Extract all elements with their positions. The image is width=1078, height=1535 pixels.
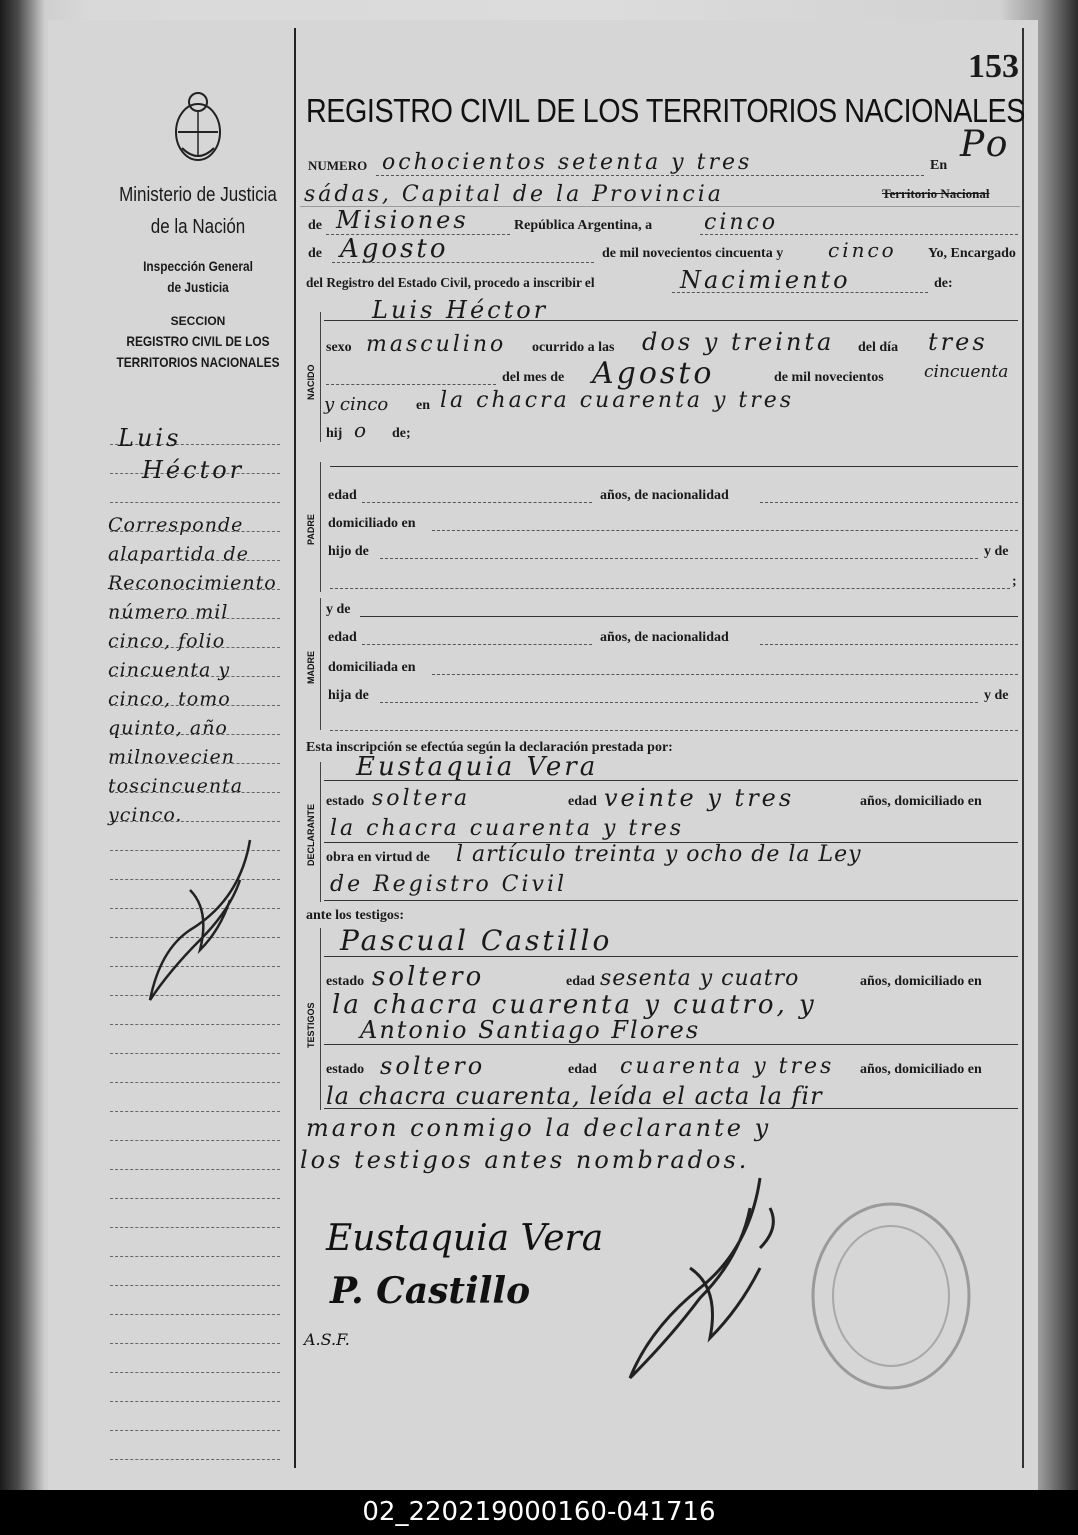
obra-value-1: l artículo treinta y ocho de la Ley: [456, 842, 862, 867]
margin-rule: [110, 1227, 280, 1228]
testigo1-nombre: Pascual Castillo: [340, 924, 613, 957]
en-label: En: [930, 158, 948, 173]
en-value-2: sádas, Capital de la Provincia: [304, 182, 724, 207]
image-id-footer: 02_220219000160-041716: [0, 1490, 1078, 1535]
margin-note-line: cinco, folio: [108, 630, 226, 652]
testigo2-domicilio-value: la chacra cuarenta, leída el acta la fir: [326, 1082, 823, 1110]
testigos-section-label: TESTIGOS: [306, 1002, 316, 1048]
declarante-nombre: Eustaquia Vera: [356, 752, 599, 782]
margin-rule: [110, 1343, 280, 1344]
margin-rule: [110, 1024, 280, 1025]
testigo1-estado-label: estado: [326, 974, 365, 989]
declarante-anios-label: años, domiciliado en: [860, 794, 982, 809]
testigo1-domicilio-value: la chacra cuarenta y cuatro, y: [332, 990, 817, 1020]
declarante-estado-label: estado: [326, 794, 365, 809]
section-line-2: REGISTRO CIVIL DE LOS: [126, 333, 270, 349]
dia-nacido-value: tres: [928, 328, 988, 356]
madre-edad-label: edad: [328, 630, 357, 645]
margin-rule: [110, 1256, 280, 1257]
testigo2-edad-value: cuarenta y tres: [620, 1054, 835, 1079]
margin-rule: [110, 1430, 280, 1431]
signature-declarante: Eustaquia Vera: [326, 1218, 604, 1259]
de-label: de: [308, 218, 322, 233]
madre-y-de2-label: y de: [984, 688, 1009, 703]
ocurrido-label: ocurrido a las: [532, 340, 615, 355]
territorio-label: Territorio Nacional: [882, 186, 990, 201]
right-border: [1022, 28, 1024, 1468]
margin-name-2: Héctor: [142, 456, 245, 484]
numero-label: NUMERO: [308, 158, 368, 173]
ministry-line-1: Ministerio de Justicia: [119, 184, 277, 206]
initials: A.S.F.: [304, 1330, 350, 1349]
registro-label: del Registro del Estado Civil, procedo a inscribir el: [306, 276, 595, 291]
padre-semicolon: ;: [1012, 574, 1017, 589]
closing-line-1: maron conmigo la declarante y: [306, 1114, 772, 1142]
margin-rule: [110, 1314, 280, 1315]
anio-nacido-value-1: cincuenta: [924, 362, 1009, 382]
inspection-line-1: Inspección General: [143, 258, 253, 274]
margin-note-line: milnovecien: [108, 746, 236, 768]
obra-label: obra en virtud de: [326, 850, 430, 865]
padre-anios-label: años, de nacionalidad: [600, 488, 729, 503]
sexo-value: masculino: [366, 332, 507, 357]
testigo2-anios-label: años, domiciliado en: [860, 1062, 982, 1077]
margin-note-line: quinto, año: [108, 717, 228, 739]
hijo-value: o: [354, 418, 370, 442]
padre-y-de-label: y de: [984, 544, 1009, 559]
margin-note-line: Corresponde: [108, 514, 244, 536]
margin-note-line: ycinco.: [108, 804, 183, 826]
testigos-label: ante los testigos:: [306, 908, 404, 923]
nacido-nombre: Luis Héctor: [372, 296, 549, 324]
page-title: REGISTRO CIVIL DE LOS TERRITORIOS NACIONALES: [306, 92, 1025, 129]
hora-value: dos y treinta: [642, 328, 835, 356]
republica-label: República Argentina, a: [514, 218, 653, 233]
declarante-edad-value: veinte y tres: [604, 784, 795, 812]
madre-y-de-label: y de: [326, 602, 351, 617]
margin-rule: [110, 1169, 280, 1170]
margin-rule: [110, 1459, 280, 1460]
de3-label: de:: [934, 276, 953, 291]
margin-rule: [110, 1372, 280, 1373]
margin-note-line: Reconocimiento: [108, 572, 277, 594]
margin-rule: [110, 1082, 280, 1083]
margin-rule: [110, 1198, 280, 1199]
padre-hijo-de-label: hijo de: [328, 544, 369, 559]
testigo2-estado-label: estado: [326, 1062, 365, 1077]
padre-label: PADRE: [306, 514, 316, 545]
de2-label: de: [308, 246, 322, 261]
hijo-label: hij: [326, 426, 343, 441]
margin-note-line: toscincuenta: [108, 775, 244, 797]
margin-note-line: alapartida de: [108, 543, 249, 565]
inspection-line-2: de Justicia: [167, 279, 229, 295]
margin-rule: [110, 1401, 280, 1402]
official-signature: [610, 1168, 810, 1388]
mes-value: Agosto: [340, 234, 449, 264]
testigo2-nombre: Antonio Santiago Flores: [360, 1016, 701, 1044]
del-dia-label: del día: [858, 340, 899, 355]
margin-signature: [130, 820, 280, 1020]
declarante-edad-label: edad: [568, 794, 597, 809]
hijo-de-label: de;: [392, 426, 411, 441]
margin-name-1: Luis: [118, 424, 182, 452]
margin-note-line: número mil: [108, 601, 229, 623]
anio-nacido-value-2: y cinco: [324, 394, 389, 415]
margin-rule: [110, 1285, 280, 1286]
numero-value: ochocientos setenta y tres: [382, 150, 753, 175]
madre-anios-label: años, de nacionalidad: [600, 630, 729, 645]
testigo2-estado-value: soltero: [380, 1052, 486, 1080]
obra-value-2: de Registro Civil: [330, 872, 568, 897]
declarante-domicilio-value: la chacra cuarenta y tres: [330, 816, 685, 841]
margin-note-line: cincuenta y: [108, 659, 231, 681]
mil-nacido-label: de mil novecientos: [774, 370, 884, 385]
madre-hija-de-label: hija de: [328, 688, 369, 703]
sexo-label: sexo: [326, 340, 352, 355]
madre-domiciliada-label: domiciliada en: [328, 660, 416, 675]
nacido-label: NACIDO: [306, 364, 316, 400]
declaracion-label: Esta inscripción se efectúa según la declaración prestada por:: [306, 740, 673, 755]
declarante-label: DECLARANTE: [306, 804, 316, 866]
margin-rule: [110, 1140, 280, 1141]
testigo1-anios-label: años, domiciliado en: [860, 974, 982, 989]
en-value-1: Po: [960, 124, 1011, 165]
mes-nacido-value: Agosto: [592, 356, 715, 391]
dia-value: cinco: [704, 210, 779, 235]
en-nacido-label: en: [416, 398, 430, 413]
closing-line-2: los testigos antes nombrados.: [300, 1146, 750, 1174]
anio-value: cinco: [828, 238, 897, 262]
del-mes-label: del mes de: [502, 370, 565, 385]
registry-seal-icon: [806, 1196, 976, 1396]
de-value: Misiones: [336, 206, 469, 234]
ministry-line-2: de la Nación: [150, 216, 246, 238]
margin-note-line: cinco, tomo: [108, 688, 231, 710]
margin-rule: [110, 502, 280, 503]
padre-edad-label: edad: [328, 488, 357, 503]
section-line-1: SECCION: [170, 314, 226, 328]
mil-label: de mil novecientos cincuenta y: [602, 246, 784, 261]
testigo1-estado-value: soltero: [372, 962, 485, 992]
section-line-3: TERRITORIOS NACIONALES: [116, 354, 280, 370]
sidebar-divider: [294, 28, 296, 1468]
lugar-value: la chacra cuarenta y tres: [440, 388, 795, 413]
testigo1-edad-value: sesenta y cuatro: [600, 966, 800, 991]
testigo2-edad-label: edad: [568, 1062, 597, 1077]
signature-testigo: P. Castillo: [330, 1270, 531, 1312]
testigo1-edad-label: edad: [566, 974, 595, 989]
acto-value: Nacimiento: [680, 266, 851, 294]
national-coat-of-arms-icon: [168, 88, 228, 166]
page-number: 153: [968, 48, 1019, 85]
padre-domiciliado-label: domiciliado en: [328, 516, 416, 531]
margin-rule: [110, 1111, 280, 1112]
declarante-estado-value: soltera: [372, 786, 471, 811]
margin-rule: [110, 1053, 280, 1054]
yo-label: Yo, Encargado: [928, 246, 1016, 261]
madre-label: MADRE: [306, 651, 316, 684]
